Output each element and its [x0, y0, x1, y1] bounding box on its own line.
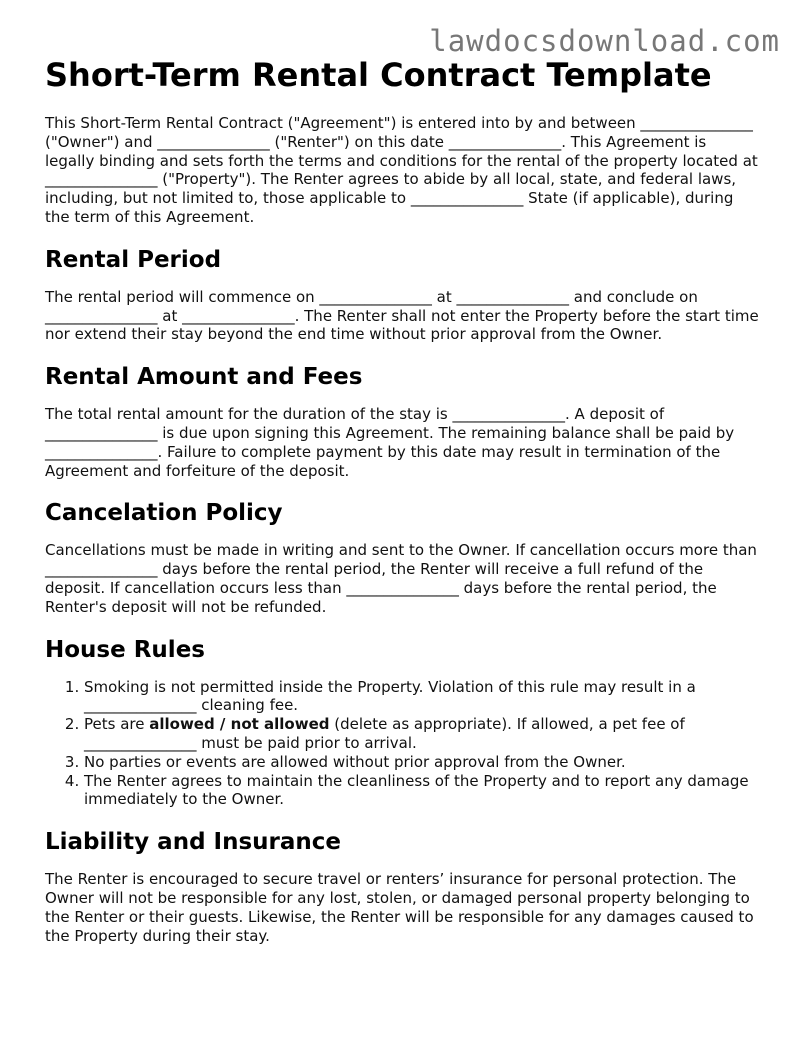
liability-paragraph: The Renter is encouraged to secure travel or renters’ insurance for personal protection. The Owner will not be responsible for any lost, stolen, or damaged personal property belonging to the Renter or their guests. Likewise, the Renter will be responsible for any damages caused to the Property during their stay. [45, 870, 754, 945]
rental-amount-paragraph: The total rental amount for the duration of the stay is _______________. A deposit of _______________ is due upon signing this Agreement. The remaining balance shall be paid by _______________. Failure to complete payment by this date may result in termination of the Agreement and forfeiture of the deposit. [45, 405, 735, 480]
document-page [45, 56, 760, 945]
house-rule-item: 1. Smoking is not permitted inside the Property. Violation of this rule may result in a _______________ cleaning fee. [84, 678, 760, 716]
document-title: Short-Term Rental Contract Template [45, 56, 712, 94]
rental-period-heading: Rental Period [45, 246, 222, 273]
rental-amount-heading: Rental Amount and Fees [45, 364, 363, 391]
rental-period-paragraph: The rental period will commence on _______________ at _______________ and conclude on _______________ at _______________. The Renter shall not enter the Property before the start time nor extend their stay beyond the end time without prior approval from the Owner. [45, 287, 759, 344]
house-rule-text: Pets are [84, 715, 150, 734]
house-rule-item [84, 715, 760, 753]
house-rules-list [45, 678, 760, 810]
cancelation-policy-paragraph: Cancellations must be made in writing and sent to the Owner. If cancellation occurs more than _______________ days before the rental period, the Renter will receive a full refund of the deposit. If cancellation occurs less than _______________ days before the rental period, the Renter's deposit will not be refunded. [45, 541, 757, 616]
cancelation-policy-heading: Cancelation Policy [45, 500, 283, 527]
watermark: lawdocsdownload.com [429, 24, 780, 58]
intro-paragraph: This Short-Term Rental Contract ("Agreement") is entered into by and between _______________ ("Owner") and _______________ ("Renter") on this date _______________. This Agreement is legally binding and sets forth the terms and conditions for the rental of the property located at _______________ ("Property"). The Renter agrees to abide by all local, state, and federal laws, including, but not limited to, those applicable to _______________ State (if applicable), during the term of this Agreement. [45, 114, 758, 226]
house-rule-item: 3. No parties or events are allowed without prior approval from the Owner. [84, 753, 760, 772]
house-rule-text: (delete as appropriate). If allowed, a pet fee of _______________ must be paid prior to arrival. [84, 715, 685, 752]
house-rules-heading: House Rules [45, 636, 205, 663]
house-rule-bold-text: allowed / not allowed [149, 715, 330, 734]
house-rule-item: 4. The Renter agrees to maintain the cleanliness of the Property and to report any damage immediately to the Owner. [84, 772, 760, 810]
liability-heading: Liability and Insurance [45, 829, 342, 856]
